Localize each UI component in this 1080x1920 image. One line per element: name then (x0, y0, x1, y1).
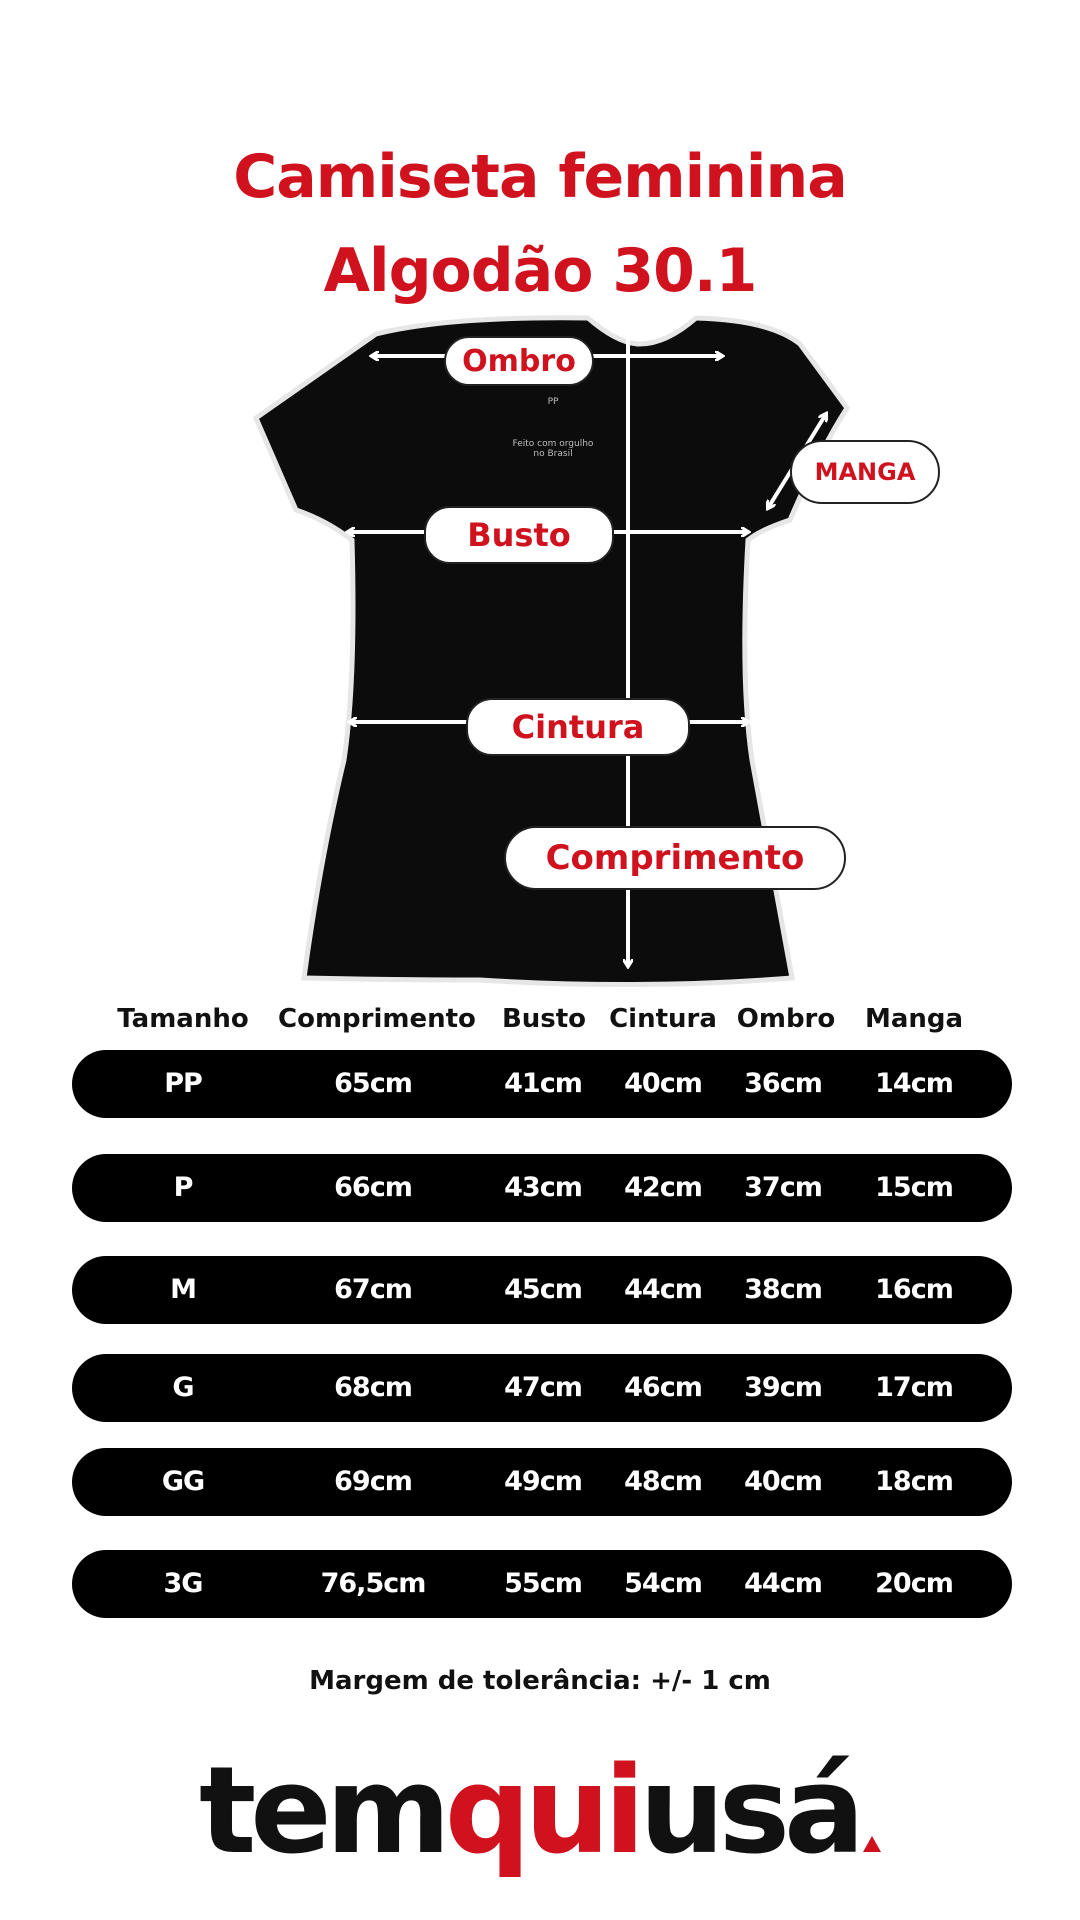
label-ombro: Ombro (444, 336, 594, 386)
cell-ombro: 40cm (744, 1466, 822, 1497)
tolerance-note: Margem de tolerância: +/- 1 cm (309, 1666, 771, 1696)
cell-ombro: 36cm (744, 1068, 822, 1099)
header-comprimento: Comprimento (278, 1004, 476, 1034)
cell-cintura: 42cm (624, 1172, 702, 1203)
cell-cintura: 48cm (624, 1466, 702, 1497)
cell-cintura: 44cm (624, 1274, 702, 1305)
cell-comprimento: 69cm (334, 1466, 412, 1497)
tag-size: PP (547, 397, 559, 407)
cell-comprimento: 76,5cm (320, 1568, 426, 1599)
header-manga: Manga (864, 1004, 964, 1034)
logo-part-tem: tem (198, 1742, 445, 1881)
cell-tamanho: G (172, 1372, 194, 1403)
tag-line1: Feito com orgulho (512, 439, 594, 449)
cell-ombro: 38cm (744, 1274, 822, 1305)
cell-cintura: 46cm (624, 1372, 702, 1403)
label-manga: MANGA (790, 440, 940, 504)
table-row (72, 1256, 1012, 1324)
table-row (72, 1448, 1012, 1516)
header-busto: Busto (501, 1004, 587, 1034)
cell-tamanho: GG (161, 1466, 205, 1497)
table-row (72, 1154, 1012, 1222)
cell-comprimento: 68cm (334, 1372, 412, 1403)
cell-manga: 14cm (875, 1068, 953, 1099)
cell-ombro: 37cm (744, 1172, 822, 1203)
header-tamanho: Tamanho (117, 1004, 249, 1034)
page-title-line1: Camiseta feminina (233, 142, 847, 212)
tag-line2: no Brasil (533, 449, 573, 459)
cell-cintura: 40cm (624, 1068, 702, 1099)
cell-tamanho: PP (164, 1068, 202, 1099)
cell-busto: 55cm (504, 1568, 582, 1599)
cell-busto: 41cm (504, 1068, 582, 1099)
cell-manga: 16cm (875, 1274, 953, 1305)
cell-busto: 49cm (504, 1466, 582, 1497)
cell-tamanho: 3G (163, 1568, 203, 1599)
cell-busto: 43cm (504, 1172, 582, 1203)
logo-part-qui: qui (444, 1742, 640, 1881)
label-busto: Busto (424, 506, 614, 564)
logo-triangle-icon (863, 1836, 881, 1852)
cell-comprimento: 66cm (334, 1172, 412, 1203)
brand-logo (0, 1742, 1080, 1881)
cell-cintura: 54cm (624, 1568, 702, 1599)
label-comprimento: Comprimento (504, 826, 846, 890)
cell-comprimento: 65cm (334, 1068, 412, 1099)
cell-comprimento: 67cm (334, 1274, 412, 1305)
cell-tamanho: M (170, 1274, 196, 1305)
page-title-line2: Algodão 30.1 (323, 236, 757, 306)
logo-part-usa: usá (639, 1742, 860, 1881)
cell-tamanho: P (173, 1172, 193, 1203)
shirt-measurement-diagram (0, 300, 1080, 1000)
header-ombro: Ombro (736, 1004, 836, 1034)
table-row (72, 1050, 1012, 1118)
cell-busto: 47cm (504, 1372, 582, 1403)
cell-ombro: 44cm (744, 1568, 822, 1599)
cell-manga: 20cm (875, 1568, 953, 1599)
label-cintura: Cintura (466, 698, 690, 756)
table-row (72, 1550, 1012, 1618)
table-row (72, 1354, 1012, 1422)
cell-busto: 45cm (504, 1274, 582, 1305)
cell-manga: 18cm (875, 1466, 953, 1497)
cell-manga: 17cm (875, 1372, 953, 1403)
cell-ombro: 39cm (744, 1372, 822, 1403)
cell-manga: 15cm (875, 1172, 953, 1203)
header-cintura: Cintura (609, 1004, 717, 1034)
